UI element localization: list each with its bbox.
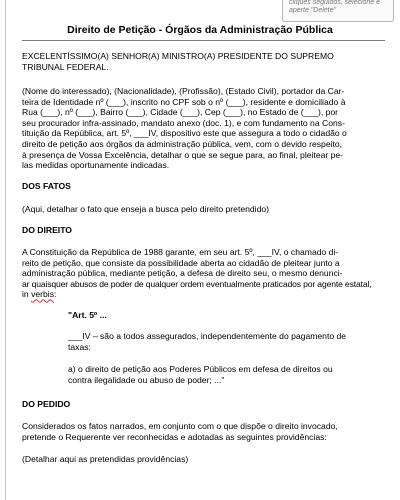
document-title: Direito de Petição - Órgãos da Administração Pública (67, 24, 333, 36)
intro-line: tituição da República, art. 5º, ___IV, dispositivo este que assegura a todo o cidadão o (22, 128, 347, 139)
quote-item-line: ___IV – são a todos assegurados, independentemente do pagamento de (68, 331, 347, 341)
section-heading-pedido: DO PEDIDO (22, 399, 71, 409)
verbis-word: verbis (31, 289, 55, 300)
quote-sub-line: contra ilegalidade ou abuso de poder; ..." (68, 374, 225, 385)
direito-line (22, 289, 384, 300)
note-line: aperte "Delete" (289, 7, 336, 15)
quote-heading (68, 310, 384, 321)
pedido-detail-line: (Detalhar aqui as pretendidas providências) (22, 454, 189, 464)
quote-heading-text: "Art. 5º ... (68, 310, 107, 320)
pedido-detail (22, 454, 384, 465)
direito-line: A Constituição da República de 1988 garante, em seu art. 5º, ___IV, o chamado di- (22, 247, 339, 257)
note-line: cliques seguidos, selecione e (289, 0, 381, 6)
direito-paragraph (22, 247, 384, 300)
direito-line: administração pública, mediante petição, a defesa de direito seu, o mesmo denunci- (22, 268, 343, 279)
addressee-line: TRIBUNAL FEDERAL. (22, 61, 109, 72)
direito-line-end: ar quaisquer abusos de poder de qualquer ordem eventualmente praticados por agente estatal, (22, 278, 372, 289)
intro-line: à presença de Vossa Excelência, detalhar o que se segue para, ao final, pleitear pe- (22, 149, 344, 160)
quote-sub-line: a) o direito de petição aos Poderes Públicos em defesa de direitos ou (68, 364, 333, 374)
direito-line (22, 279, 384, 290)
intro-line: Rua (___), nº (___), Bairro (___), Cidade (___), Cep (___), no Estado de (___), por (22, 107, 339, 118)
page-margin-line (5, 0, 6, 500)
quote-item-line: taxas: (68, 341, 91, 352)
pedido-line: Considerados os fatos narrados, em conjunto com o que dispõe o direito invocado, (22, 421, 338, 431)
intro-line: seu procurador infra-assinado, mandato anexo (doc. 1), e com fundamento na Cons- (22, 117, 345, 128)
section-heading-fatos: DOS FATOS (22, 181, 71, 191)
intro-paragraph (22, 86, 384, 171)
direito-line: reito de petição, que consiste da possibilidade aberta ao cidadão de pleitear junto a (22, 257, 340, 268)
quote-subitem (68, 364, 384, 385)
direito-prefix: in (22, 289, 32, 300)
fatos-line: (Aqui, detalhar o fato que enseja a busca pelo direito pretendido) (22, 204, 269, 214)
title-divider (22, 40, 385, 41)
pedido-line: pretende o Requerente ver reconhecidas e adotadas as seguintes providências: (22, 431, 327, 442)
intro-line: las medidas oportunamente indicadas. (22, 160, 170, 171)
pedido-paragraph (22, 421, 384, 442)
addressee-line: EXCELENTÍSSIMO(A) SENHOR(A) MINISTRO(A) PRESIDENTE DO SUPREMO (22, 51, 334, 61)
direito-suffix: : (54, 289, 57, 300)
intro-line: teira de Identidade nº (___), inscrito no CPF sob o nº (___), residente e domiciliado à (22, 96, 346, 107)
intro-line: (Nome do interessado), (Nacionalidade), (Profissão), (Estado Civil), portador da Car- (22, 86, 345, 96)
quote-item (68, 331, 384, 352)
addressee (22, 51, 384, 72)
instruction-note (282, 0, 394, 22)
section-heading-direito: DO DIREITO (22, 225, 72, 235)
intro-line: direito de petição aos órgãos da administração pública, vem, com o devido respeito, (22, 138, 343, 149)
fatos-text (22, 204, 384, 215)
